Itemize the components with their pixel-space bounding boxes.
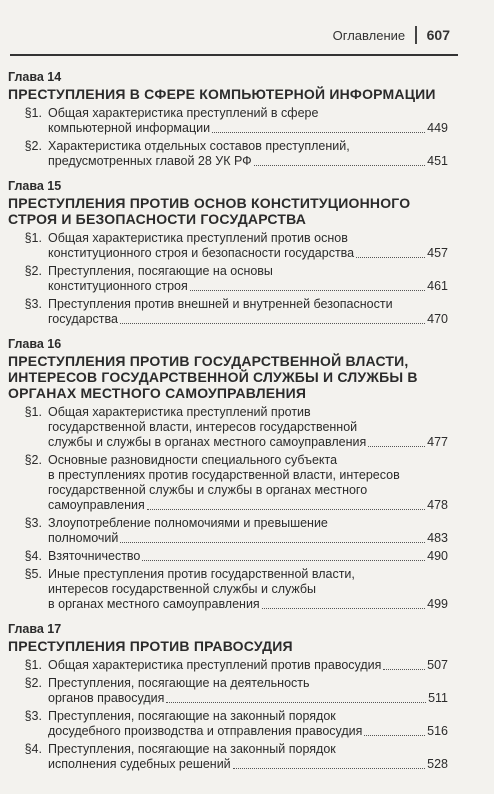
- section-number: §2.: [24, 676, 42, 690]
- page-number: 607: [426, 27, 450, 43]
- section-title-line: органов правосудия: [48, 691, 165, 705]
- section-number: §1.: [24, 405, 42, 419]
- chapter: [8, 179, 448, 327]
- section-number: §4.: [24, 742, 42, 756]
- toc-entry[interactable]: [8, 297, 448, 327]
- dot-leader: [147, 508, 425, 510]
- toc-entry[interactable]: [8, 742, 448, 772]
- chapter-label: Глава 14: [8, 70, 62, 84]
- section-number: §2.: [24, 453, 42, 467]
- dot-leader: [190, 289, 425, 291]
- page-ref: 507: [427, 658, 448, 672]
- chapter: [8, 337, 448, 612]
- section-number: §3.: [24, 516, 42, 530]
- section-title-line: в преступлениях против государственной власти, интересов: [48, 468, 400, 482]
- section-number: §1.: [24, 231, 42, 245]
- dot-leader: [262, 607, 425, 609]
- running-header: [333, 26, 450, 44]
- section-title-line: компьютерной информации: [48, 121, 211, 135]
- section-title-line: Злоупотребление полномочиями и превышение: [48, 516, 328, 530]
- page-ref: 477: [427, 435, 448, 449]
- section-title-line: предусмотренных главой 28 УК РФ: [48, 154, 252, 168]
- page-ref: 478: [427, 498, 448, 512]
- section-title-line: Преступления против внешней и внутренней безопасности: [48, 297, 393, 311]
- toc-entry[interactable]: [8, 231, 448, 261]
- header-rule: [10, 54, 458, 56]
- section-title-line: исполнения судебных решений: [48, 757, 231, 771]
- toc-entry[interactable]: [8, 567, 448, 612]
- section-title-line: конституционного строя: [48, 279, 188, 293]
- dot-leader: [212, 131, 425, 133]
- toc-entry[interactable]: [8, 453, 448, 513]
- chapter: [8, 622, 448, 772]
- section-number: §1.: [24, 106, 42, 120]
- dot-leader: [142, 559, 425, 561]
- toc-entry[interactable]: [8, 549, 448, 564]
- section-number: §2.: [24, 264, 42, 278]
- page-ref: 483: [427, 531, 448, 545]
- page-ref: 457: [427, 246, 448, 260]
- toc-entry[interactable]: [8, 139, 448, 169]
- section-title-line: Преступления, посягающие на законный порядок: [48, 742, 336, 756]
- section-title-line: Основные разновидности специального субъекта: [48, 453, 338, 467]
- section-title-line: государственной власти, интересов государственной: [48, 420, 358, 434]
- toc-entry[interactable]: [8, 106, 448, 136]
- page-ref: 490: [427, 549, 448, 563]
- page-ref: 511: [428, 691, 448, 705]
- dot-leader: [120, 322, 425, 324]
- section-number: §2.: [24, 139, 42, 153]
- section-title-line: в органах местного самоуправления: [48, 597, 260, 611]
- toc-entry[interactable]: [8, 676, 448, 706]
- dot-leader: [233, 767, 425, 769]
- dot-leader: [254, 164, 425, 166]
- section-title-line: интересов государственной службы и службы: [48, 582, 317, 596]
- section-number: §1.: [24, 658, 42, 672]
- page-ref: 451: [427, 154, 448, 168]
- chapter-label: Глава 16: [8, 337, 62, 351]
- chapter-title: ПРЕСТУПЛЕНИЯ ПРОТИВ ОСНОВ КОНСТИТУЦИОННОГО СТРОЯ И БЕЗОПАСНОСТИ ГОСУДАРСТВА: [8, 195, 411, 227]
- section-number: §4.: [24, 549, 42, 563]
- section-title-line: Характеристика отдельных составов преступлений,: [48, 139, 350, 153]
- page-ref: 516: [427, 724, 448, 738]
- page-ref: 470: [427, 312, 448, 326]
- section-title-line: государственной службы и службы в органах местного: [48, 483, 368, 497]
- page-ref: 528: [427, 757, 448, 771]
- section-title-line: Общая характеристика преступлений в сфере: [48, 106, 319, 120]
- toc-entry[interactable]: [8, 405, 448, 450]
- section-title-line: досудебного производства и отправления правосудия: [48, 724, 363, 738]
- chapter-label: Глава 17: [8, 622, 62, 636]
- section-title-line: Общая характеристика преступлений против правосудия: [48, 658, 382, 672]
- section-title-line: конституционного строя и безопасности государства: [48, 246, 355, 260]
- section-title-line: Общая характеристика преступлений против: [48, 405, 311, 419]
- header-divider: [415, 26, 417, 44]
- toc-entry[interactable]: [8, 658, 448, 673]
- dot-leader: [368, 445, 425, 447]
- table-of-contents: [8, 70, 448, 782]
- dot-leader: [166, 701, 426, 703]
- chapter: [8, 70, 448, 169]
- dot-leader: [383, 668, 425, 670]
- section-title-line: Преступления, посягающие на законный порядок: [48, 709, 336, 723]
- page-ref: 461: [427, 279, 448, 293]
- section-title-line: государства: [48, 312, 118, 326]
- chapter-title: ПРЕСТУПЛЕНИЯ ПРОТИВ ГОСУДАРСТВЕННОЙ ВЛАСТИ, ИНТЕРЕСОВ ГОСУДАРСТВЕННОЙ СЛУЖБЫ И СЛУЖБЫ В ОРГАНАХ МЕСТНОГО САМОУПРАВЛЕНИЯ: [8, 353, 418, 401]
- section-title-line: Преступления, посягающие на деятельность: [48, 676, 310, 690]
- section-number: §3.: [24, 297, 42, 311]
- chapter-title: ПРЕСТУПЛЕНИЯ В СФЕРЕ КОМПЬЮТЕРНОЙ ИНФОРМАЦИИ: [8, 86, 436, 102]
- dot-leader: [120, 541, 425, 543]
- toc-entry[interactable]: [8, 264, 448, 294]
- section-title-line: Общая характеристика преступлений против основ: [48, 231, 348, 245]
- section-title-line: Иные преступления против государственной власти,: [48, 567, 355, 581]
- toc-entry[interactable]: [8, 709, 448, 739]
- page-ref: 449: [427, 121, 448, 135]
- section-title-line: службы и службы в органах местного самоуправления: [48, 435, 367, 449]
- toc-entry[interactable]: [8, 516, 448, 546]
- section-number: §3.: [24, 709, 42, 723]
- page-ref: 499: [427, 597, 448, 611]
- section-title-line: Преступления, посягающие на основы: [48, 264, 273, 278]
- chapter-title: ПРЕСТУПЛЕНИЯ ПРОТИВ ПРАВОСУДИЯ: [8, 638, 293, 654]
- section-number: §5.: [24, 567, 42, 581]
- section-title-line: полномочий: [48, 531, 119, 545]
- dot-leader: [364, 734, 425, 736]
- chapter-label: Глава 15: [8, 179, 62, 193]
- dot-leader: [356, 256, 425, 258]
- section-title-line: Взяточничество: [48, 549, 141, 563]
- running-header-section: Оглавление: [332, 27, 406, 43]
- section-title-line: самоуправления: [48, 498, 145, 512]
